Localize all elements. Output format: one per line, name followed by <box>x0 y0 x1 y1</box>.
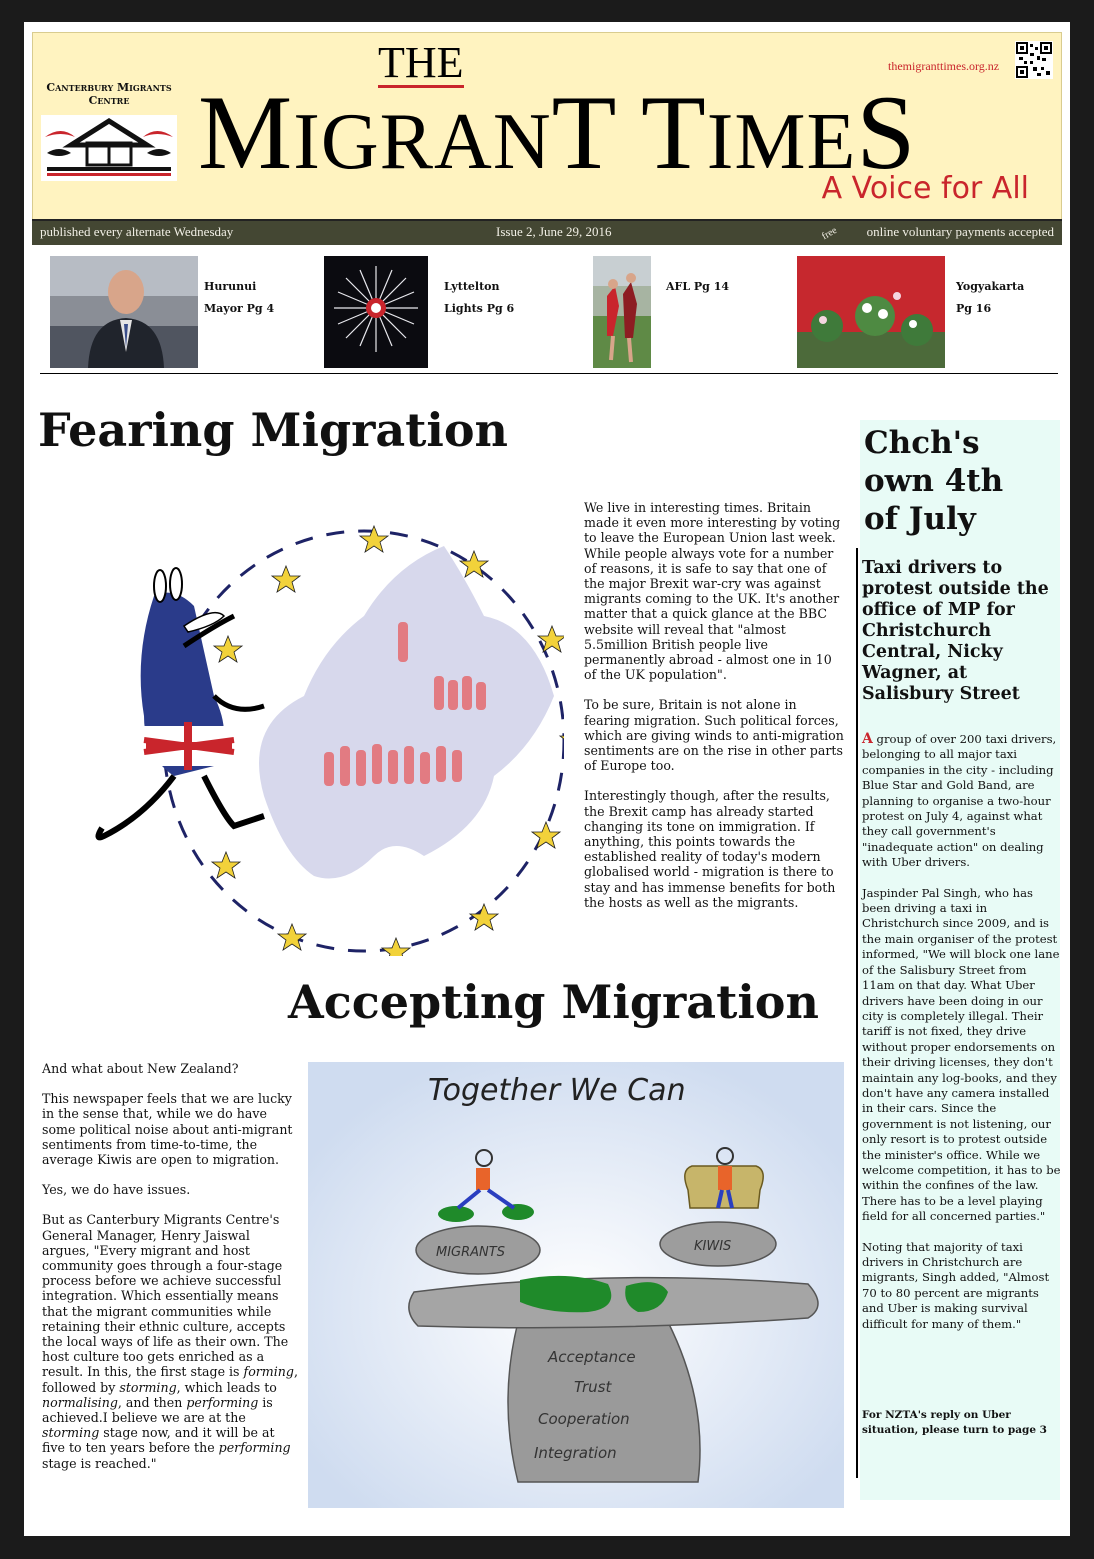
stage-forming: forming <box>243 1364 294 1380</box>
title-part: IME <box>706 98 857 186</box>
newspaper-page <box>24 22 1070 1536</box>
stage-performing: performing <box>218 1440 291 1456</box>
title-the: THE <box>378 38 464 87</box>
stage-storming: storming <box>42 1425 100 1441</box>
free-badge: free <box>820 224 840 243</box>
drop-cap: A <box>862 731 873 747</box>
accepting-paragraph: And what about New Zealand? <box>42 1061 239 1076</box>
text-run: stage is reached." <box>42 1455 157 1471</box>
masthead-title <box>198 74 917 192</box>
qr-code-icon <box>1015 41 1053 79</box>
text-run: But as Canterbury Migrants Centre's General Manager, Henry Jaiswal argues, "Every migrant and host community goes through a four-stage process before we achieve successful integration. Which essentially means that the migrant communities while retaining their ethnic culture, accepts the local ways of life as their own. The host culture too gets enriched as a result. In this, the first stage is <box>42 1212 289 1380</box>
info-bar <box>32 219 1062 245</box>
text-run: , followed by <box>42 1364 298 1395</box>
centre-name: Canterbury Migrants Centre <box>46 81 172 107</box>
fearing-paragraph: We live in interesting times. Britain made it even more interesting by voting to leave the European Union last week. While people always vote for a number of reasons, it is safe to say that one of the major Brexit war-cry was against migrants coming to the UK. It's another matter that a quick glance at the BBC website will reveal that "almost 5.5million British people live permanently abroad - almost one in 10 of the UK population". <box>584 500 841 683</box>
stage-performing: performing <box>186 1394 259 1410</box>
text-run: stage now, and it will be at five to ten years before the <box>42 1425 275 1456</box>
text-run: , and then <box>117 1394 187 1410</box>
teaser-yogyakarta[interactable]: Yogyakarta Pg 16 <box>956 280 1025 315</box>
masthead <box>32 32 1062 220</box>
stage-storming: storming <box>119 1379 177 1395</box>
title-part: M <box>198 74 294 191</box>
teaser-hurunui[interactable]: Hurunui Mayor Pg 4 <box>204 280 275 315</box>
accepting-article <box>42 1061 300 1486</box>
teaser-divider <box>40 373 1058 374</box>
stone-kiwis: KIWIS <box>694 1239 732 1254</box>
sidebar-rule <box>856 548 858 1478</box>
afl-photo[interactable] <box>593 256 651 368</box>
sidebar-title: Chch's own 4th of July <box>864 425 1004 537</box>
sidebar-paragraph: Noting that majority of taxi drivers in Christchurch are migrants, Singh added, "Almost 70 to 80 percent are migrants and Uber is making survival difficult for many of them." <box>862 1239 1050 1331</box>
text-run: group of over 200 taxi drivers, belonging to all major taxi companies in the city - including Blue Star and Gold Band, are planning to organise a two-hour protest on July 4, against what they call government's "inadequate action" on dealing with Uber drivers. <box>862 732 1057 870</box>
base-word: Integration <box>534 1444 617 1462</box>
fearing-paragraph: To be sure, Britain is not alone in fearing migration. Such political forces, which are giving winds to anti-migration sentiments are on the rise in other parts of Europe too. <box>584 697 844 774</box>
brexit-illustration <box>64 496 564 956</box>
site-url[interactable]: themigranttimes.org.nz <box>888 59 1000 73</box>
text-run: , which leads to <box>176 1379 277 1395</box>
issue-date: Issue 2, June 29, 2016 <box>496 224 612 239</box>
teaser-lyttelton[interactable]: Lyttelton Lights Pg 6 <box>444 280 515 315</box>
mayor-photo[interactable] <box>50 256 198 368</box>
text-run: is achieved.I believe we are at the <box>42 1394 273 1426</box>
base-word: Trust <box>574 1378 612 1396</box>
publication-frequency: published every alternate Wednesday <box>40 224 234 239</box>
teaser-afl[interactable]: AFL Pg 14 <box>666 280 730 293</box>
sidebar-subhead: Taxi drivers to protest outside the office of MP for Christchurch Central, Nicky Wagner, at Salisbury Street <box>862 558 1049 704</box>
fearing-article <box>584 500 846 925</box>
together-we-can-illustration <box>308 1062 844 1508</box>
sidebar-article <box>862 732 1062 1347</box>
tagline: A Voice for All <box>821 171 1029 206</box>
sidebar-story <box>860 420 1060 1500</box>
stage-normalising: normalising <box>42 1394 118 1410</box>
title-part: T T <box>551 74 707 191</box>
stone-migrants: MIGRANTS <box>436 1245 505 1260</box>
accepting-paragraph <box>42 1212 300 1470</box>
accepting-headline: Accepting Migration <box>288 975 819 1029</box>
sidebar-paragraph <box>862 732 1062 871</box>
meeting-house-icon <box>41 115 177 181</box>
sidebar-paragraph: Jaspinder Pal Singh, who has been driving a taxi in Christchurch since 2009, and is the main organiser of the protest informed, "We will block one lane of the Salisbury Street from 11am on that day. What Uber drivers have been doing in our city is completely illegal. Their tariff is not fixed, they drive without proper endorsements on their driving licenses, they don't maintain any log-books, and they don't have any camera installed in their cars. Since the government is not listening, our only resort is to protest outside the minister's office. While we welcome competition, it has to be within the confines of the law. There has to be a level playing field for all concerned parties." <box>862 885 1061 1224</box>
base-word: Acceptance <box>548 1348 636 1366</box>
yogyakarta-photo[interactable] <box>797 256 945 368</box>
fireworks-photo[interactable] <box>324 256 428 368</box>
illustration-caption: Together We Can <box>428 1073 686 1108</box>
accepting-paragraph: This newspaper feels that we are lucky in the sense that, while we do have some political noise about anti-migrant sentiments from time-to-time, the average Kiwis are open to migration. <box>42 1091 293 1168</box>
canterbury-migrants-centre-logo <box>41 81 177 181</box>
continuation-note[interactable]: For NZTA's reply on Uber situation, please turn to page 3 <box>862 1409 1047 1436</box>
payment-note[interactable]: online voluntary payments accepted <box>866 224 1054 239</box>
base-word: Cooperation <box>538 1410 630 1428</box>
fearing-paragraph: Interestingly though, after the results, the Brexit camp has already started changing its tone on immigration. If anything, this points towards the established reality of today's modern globalised world - migration is there to stay and has immense benefits for both the hosts as well as the migrants. <box>584 788 836 910</box>
fearing-headline: Fearing Migration <box>38 403 508 457</box>
title-part: S <box>856 74 917 191</box>
title-part: IGRAN <box>293 98 552 186</box>
accepting-paragraph: Yes, we do have issues. <box>42 1182 191 1198</box>
